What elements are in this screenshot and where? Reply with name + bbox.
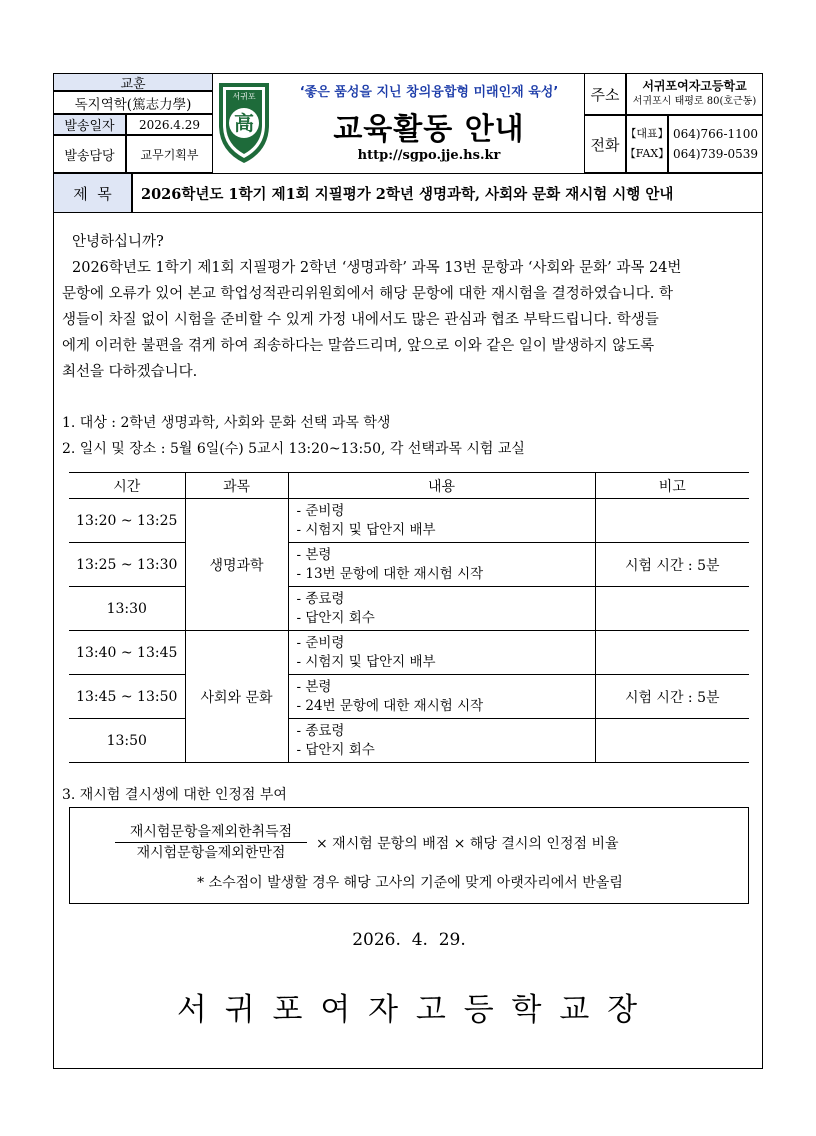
svg-text:高: 高 xyxy=(234,111,254,135)
content-line: - 답안지 회수 xyxy=(296,609,375,626)
item-target: 1. 대상 : 2학년 생명과학, 사회와 문화 선택 과목 학생 xyxy=(62,415,391,431)
slogan: ‘좋은 품성을 지닌 창의융합형 미래인재 육성’ xyxy=(299,85,559,100)
formula-box xyxy=(69,807,749,904)
content-cell xyxy=(288,631,595,675)
time-cell: 13:20 ~ 13:25 xyxy=(69,499,185,543)
table-row xyxy=(69,543,749,587)
dept-cell xyxy=(126,135,213,173)
school-name: 서귀포여자고등학교 xyxy=(642,79,747,93)
fraction-denominator: 재시험문항을제외한만점 xyxy=(136,845,286,861)
address-cell xyxy=(626,74,762,115)
document-frame xyxy=(53,73,763,1069)
content-cell xyxy=(288,499,595,543)
greeting: 안녕하십니까? xyxy=(72,234,164,250)
fax-number: 064)739-0539 xyxy=(672,147,759,161)
issue-date-cell xyxy=(126,114,213,135)
tel-number: 064)766-1100 xyxy=(672,127,759,141)
motto: 독지역학(篤志力學) xyxy=(74,96,192,113)
body-paragraph-line-3: 생들이 차질 없이 시험을 준비할 수 있게 가정 내에서도 많은 관심과 협조 부탁드립니다. 학생들 xyxy=(62,312,659,328)
issue-date: 2026.4.29 xyxy=(138,117,201,132)
time-cell: 13:45 ~ 13:50 xyxy=(69,675,185,719)
content-line: - 시험지 및 답안지 배부 xyxy=(296,653,436,670)
motto-cell xyxy=(54,91,213,114)
content-line: - 종료령 xyxy=(296,590,345,607)
time-cell: 13:40 ~ 13:45 xyxy=(69,631,185,675)
phone-label: 전화 xyxy=(590,135,620,154)
emblem-text: 서귀포 xyxy=(232,92,256,101)
item-absence: 3. 재시험 결시생에 대한 인정점 부여 xyxy=(62,787,287,803)
content-line: - 시험지 및 답안지 배부 xyxy=(296,521,436,538)
body-paragraph-line-4: 에게 이러한 불편을 겪게 하여 죄송하다는 말씀드리며, 앞으로 이와 같은 일이 발생하지 않도록 xyxy=(62,338,655,354)
motto-label: 교훈 xyxy=(120,76,146,92)
note-cell: 시험 시간 : 5분 xyxy=(595,675,749,719)
dept: 교무기획부 xyxy=(140,147,199,162)
header-note: 비고 xyxy=(595,473,749,499)
note-cell xyxy=(595,719,749,763)
phone-number-cell xyxy=(668,115,762,173)
content-line: - 13번 문항에 대한 재시험 시작 xyxy=(296,565,484,582)
dept-label-cell xyxy=(54,135,126,173)
schedule-table xyxy=(69,472,749,763)
table-row xyxy=(69,631,749,675)
motto-label-cell xyxy=(54,74,213,91)
subject-label-cell xyxy=(54,173,132,213)
table-row xyxy=(69,499,749,543)
issue-date-label-cell xyxy=(54,114,126,135)
content-line: - 답안지 회수 xyxy=(296,741,375,758)
note-cell xyxy=(595,587,749,631)
content-line: - 24번 문항에 대한 재시험 시작 xyxy=(296,697,484,714)
content-line: - 본령 xyxy=(296,546,332,563)
fraction xyxy=(115,822,307,863)
issue-date-label: 발송일자 xyxy=(64,119,115,134)
fax-tag: 【FAX】 xyxy=(624,147,670,160)
content-cell xyxy=(288,675,595,719)
school-emblem-icon xyxy=(215,77,273,167)
address-label-cell xyxy=(584,74,626,115)
subject-cell-biology: 생명과학 xyxy=(185,499,288,631)
fraction-numerator: 재시험문항을제외한취득점 xyxy=(115,822,307,843)
doc-title: 교육활동 안내 xyxy=(333,112,525,147)
table-row xyxy=(69,719,749,763)
subject-text: 2026학년도 1학기 제1회 지필평가 2학년 생명과학, 사회와 문화 재시험 시행 안내 xyxy=(141,185,674,203)
school-url[interactable]: http://sgpo.jje.hs.kr xyxy=(357,148,501,163)
note-cell: 시험 시간 : 5분 xyxy=(595,543,749,587)
body-paragraph-line-5: 최선을 다하겠습니다. xyxy=(62,364,198,380)
subject-text-cell xyxy=(132,173,762,213)
body-paragraph-line-2: 문항에 오류가 있어 본교 학업성적관리위원회에서 해당 문항에 대한 재시험을 결정하였습니다. 학 xyxy=(62,286,673,302)
time-cell: 13:25 ~ 13:30 xyxy=(69,543,185,587)
content-line: - 준비령 xyxy=(296,502,345,519)
header-content: 내용 xyxy=(288,473,595,499)
content-cell xyxy=(288,543,595,587)
formula-rest: × 재시험 문항의 배점 × 해당 결시의 인정점 비율 xyxy=(316,836,619,852)
content-line: - 본령 xyxy=(296,678,332,695)
phone-label-cell xyxy=(584,115,626,173)
content-cell xyxy=(288,587,595,631)
note-cell xyxy=(595,499,749,543)
item-schedule: 2. 일시 및 장소 : 5월 6일(수) 5교시 13:20~13:50, 각 선택과목 시험 교실 xyxy=(62,441,525,457)
note-cell xyxy=(595,631,749,675)
address: 서귀포시 태평로 80(호근동) xyxy=(632,96,757,107)
address-label: 주소 xyxy=(590,85,620,104)
time-cell: 13:30 xyxy=(69,587,185,631)
formula-note: * 소수점이 발생할 경우 해당 고사의 기준에 맞게 아랫자리에서 반올림 xyxy=(197,875,623,891)
time-cell: 13:50 xyxy=(69,719,185,763)
table-row xyxy=(69,587,749,631)
header-time: 시간 xyxy=(69,473,185,499)
body-paragraph-line-1: 2026학년도 1학기 제1회 지필평가 2학년 ‘생명과학’ 과목 13번 문항과 ‘사회와 문화’ 과목 24번 xyxy=(72,260,682,276)
dept-label: 발송담당 xyxy=(64,148,115,164)
header-subject: 과목 xyxy=(185,473,288,499)
content-line: - 종료령 xyxy=(296,722,345,739)
tel-tag: 【대표】 xyxy=(625,127,669,140)
content-line: - 준비령 xyxy=(296,634,345,651)
issue-date-footer: 2026. 4. 29. xyxy=(352,930,466,950)
phone-tag-cell xyxy=(626,115,668,173)
table-row xyxy=(69,675,749,719)
principal-signature: 서 귀 포 여 자 고 등 학 교 장 xyxy=(176,992,642,1028)
table-header-row xyxy=(69,473,749,499)
subject-label: 제 목 xyxy=(73,184,112,203)
subject-cell-society: 사회와 문화 xyxy=(185,631,288,763)
content-cell xyxy=(288,719,595,763)
